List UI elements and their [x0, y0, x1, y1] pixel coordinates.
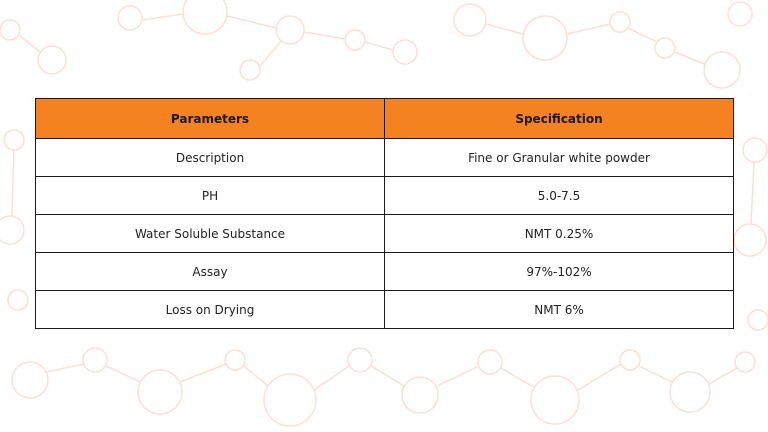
specification-table	[35, 98, 734, 329]
specification-cell: Fine or Granular white powder	[385, 139, 734, 177]
table-row	[36, 291, 734, 329]
table-header-row	[36, 99, 734, 139]
table-row	[36, 177, 734, 215]
table-row	[36, 253, 734, 291]
specification-cell: NMT 0.25%	[385, 215, 734, 253]
parameter-cell: PH	[36, 177, 385, 215]
table-row	[36, 215, 734, 253]
specification-cell: NMT 6%	[385, 291, 734, 329]
parameter-cell: Description	[36, 139, 385, 177]
specification-cell: 97%-102%	[385, 253, 734, 291]
table-row	[36, 139, 734, 177]
header-specification: Specification	[385, 99, 734, 139]
specification-cell: 5.0-7.5	[385, 177, 734, 215]
header-parameters: Parameters	[36, 99, 385, 139]
parameter-cell: Water Soluble Substance	[36, 215, 385, 253]
parameter-cell: Loss on Drying	[36, 291, 385, 329]
parameter-cell: Assay	[36, 253, 385, 291]
